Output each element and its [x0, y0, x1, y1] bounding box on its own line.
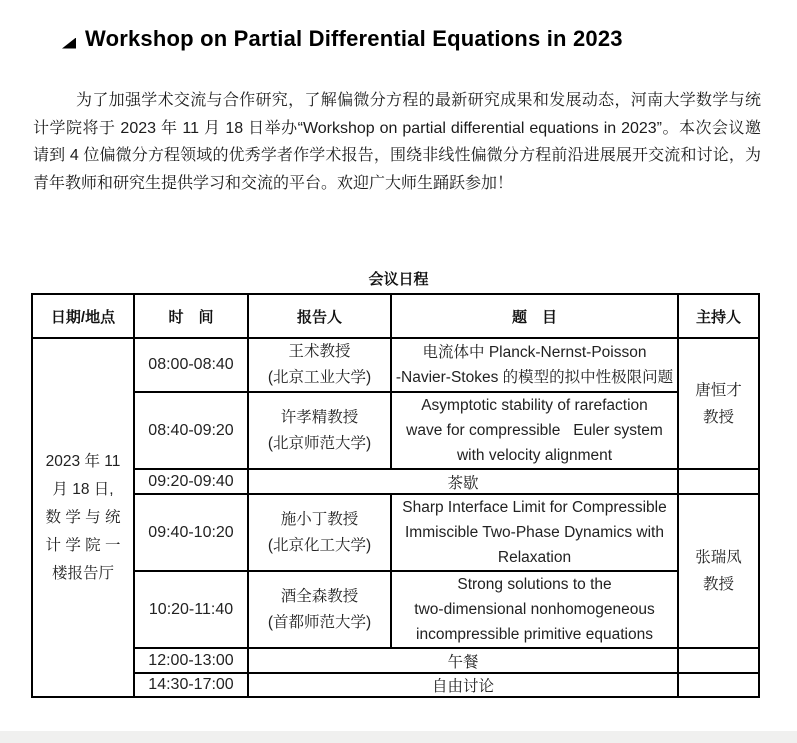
speaker-name: 王术教授 — [288, 343, 351, 360]
heading-collapse-triangle-icon[interactable] — [62, 38, 76, 49]
speaker-cell — [248, 338, 391, 392]
table-row — [32, 494, 759, 571]
intro-paragraph: 为了加强学术交流与合作研究，了解偏微分方程的最新研究成果和发展动态，河南大学数学与统计学院将于 2023 年 11 月 18 日举办“Workshop on partial differential equations in 2023”。本次会议邀请到 4 位偏微分方程领域的优秀学者作学术报告，围绕非线性偏微分方程前沿进展展开交流和讨论，为青年教师和研究生提供学习和交流的平台。欢迎广大师生踊跃参加！ — [33, 92, 761, 192]
col-header-topic: 题 目 — [391, 294, 678, 338]
speaker-affiliation: (北京师范大学) — [267, 434, 372, 452]
speaker-affiliation: (北京化工大学) — [267, 536, 372, 554]
break-cell-free-discussion: 自由讨论 — [248, 673, 678, 697]
talk-title-line: incompressible primitive equations — [416, 626, 653, 643]
venue-line: 楼报告厅 — [51, 564, 114, 582]
table-row — [32, 648, 759, 673]
speaker-cell — [248, 494, 391, 571]
footer-bar — [0, 731, 797, 743]
host-cell — [678, 494, 759, 648]
time-cell: 09:40-10:20 — [134, 494, 248, 571]
talk-title-line: wave for compressible Euler system — [406, 422, 663, 439]
host-cell-empty — [678, 648, 759, 673]
talk-title-cell — [391, 494, 678, 571]
table-row — [32, 469, 759, 494]
talk-title-line: Sharp Interface Limit for Compressible — [402, 499, 667, 516]
time-cell: 08:00-08:40 — [134, 338, 248, 392]
table-row — [32, 571, 759, 648]
speaker-affiliation: (首都师范大学) — [267, 613, 372, 631]
table-row — [32, 338, 759, 392]
speaker-affiliation: (北京工业大学) — [267, 369, 372, 386]
time-cell: 08:40-09:20 — [134, 392, 248, 469]
col-header-speaker: 报告人 — [248, 294, 391, 338]
talk-title-cell — [391, 338, 678, 392]
host-name: 张瑞凤 — [695, 549, 742, 566]
speaker-cell — [248, 392, 391, 469]
time-cell: 14:30-17:00 — [134, 673, 248, 697]
col-header-host: 主持人 — [678, 294, 759, 338]
host-title: 教授 — [702, 576, 734, 593]
table-row — [32, 392, 759, 469]
venue-line: 数 学 与 统 — [45, 508, 121, 526]
schedule-heading: 会议日程 — [368, 271, 429, 288]
table-header-row — [32, 294, 759, 338]
talk-title-line: -Navier-Stokes 的模型的拟中性极限问题 — [395, 369, 674, 386]
talk-title-line: Immiscible Two-Phase Dynamics with — [405, 524, 664, 541]
talk-title-line: Strong solutions to the — [457, 576, 612, 593]
col-header-time: 时 间 — [134, 294, 248, 338]
time-cell: 12:00-13:00 — [134, 648, 248, 673]
speaker-name: 施小丁教授 — [280, 510, 359, 528]
venue-line: 计 学 院 一 — [45, 536, 121, 554]
speaker-cell — [248, 571, 391, 648]
col-header-date-venue: 日期/地点 — [32, 294, 134, 338]
date-venue-cell — [32, 338, 134, 697]
time-cell: 10:20-11:40 — [134, 571, 248, 648]
page-title: Workshop on Partial Differential Equations in 2023 — [85, 26, 623, 51]
talk-title-line: with velocity alignment — [456, 447, 613, 464]
time-cell: 09:20-09:40 — [134, 469, 248, 494]
speaker-name: 酒全森教授 — [280, 587, 359, 605]
host-cell — [678, 338, 759, 469]
talk-title-cell — [391, 392, 678, 469]
schedule-table — [31, 293, 760, 698]
host-title: 教授 — [702, 408, 734, 426]
table-row — [32, 673, 759, 697]
break-cell-lunch: 午餐 — [248, 648, 678, 673]
host-cell-empty — [678, 673, 759, 697]
host-cell-empty — [678, 469, 759, 494]
venue-line: 月 18 日, — [52, 480, 114, 498]
talk-title-line: Relaxation — [497, 549, 572, 566]
venue-line: 2023 年 11 — [45, 452, 121, 470]
speaker-name: 许孝精教授 — [280, 408, 359, 426]
talk-title-line: 电流体中 Planck-Nernst-Poisson — [422, 344, 647, 361]
break-cell-tea: 茶歇 — [248, 469, 678, 494]
document-title-row — [62, 26, 623, 52]
host-name: 唐恒才 — [695, 381, 742, 399]
talk-title-line: Asymptotic stability of rarefaction — [421, 397, 648, 414]
talk-title-line: two-dimensional nonhomogeneous — [414, 601, 655, 618]
talk-title-cell — [391, 571, 678, 648]
